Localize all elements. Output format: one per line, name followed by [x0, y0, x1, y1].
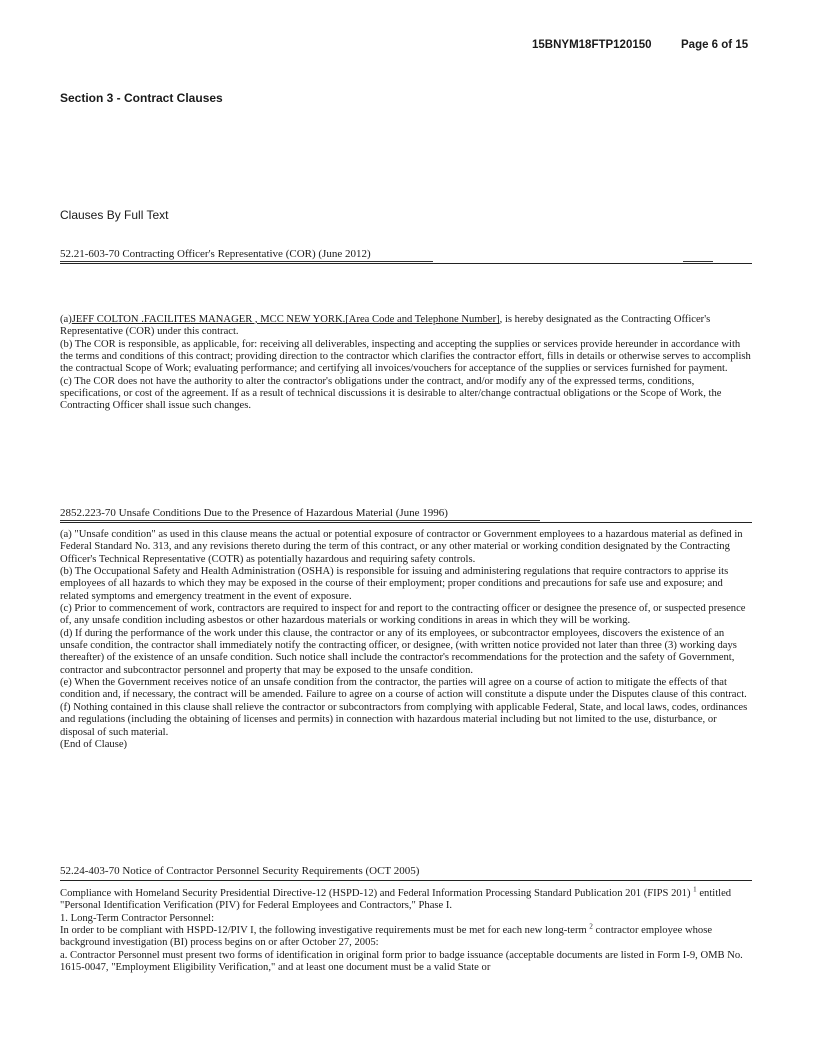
clause-heading-cor	[60, 244, 752, 264]
clause-heading-security	[60, 861, 752, 881]
clause-heading-text: 2852.223-70 Unsafe Conditions Due to the Presence of Hazardous Material (June 1996)	[60, 507, 448, 519]
paragraph-requirements: In order to be compliant with HSPD-12/PIV I, the following investigative requirements must be met for each new long-term $^2$ contractor employee whose background investigation (BI) process begins on or after October 27, 2005:	[60, 922, 713, 949]
heading-underline	[60, 261, 433, 262]
paragraph-a: (a)JEFF COLTON .FACILITES MANAGER , MCC NEW YORK.[Area Code and Telephone Number], is hereby designated as the Contracting Officer's Representative (COR) under this contract.	[60, 314, 711, 338]
heading-underline	[60, 520, 540, 521]
paragraph-b: (b) The COR is responsible, as applicable, for: receiving all deliverables, inspecting and accepting the supplies or services provide hereunder in accordance with the terms and conditions of this contract; providing direction to the contractor which clarifies the contractor effort, fills in details or otherwise serves to accomplish the contractual Scope of Work; evaluating performance; and certifying all invoices/vouchers for acceptance of the supplies or services furnished for payment.	[60, 338, 751, 375]
paragraph-e: (e) When the Government receives notice of an unsafe condition from the contractor, the parties will agree on a course of action to mitigate the effects of that condition and, if necessary, the contract will be amended. Failure to agree on a course of action will constitute a dispute under the Disputes clause of this contract.	[60, 677, 747, 701]
paragraph-intro: Compliance with Homeland Security Presidential Directive-12 (HSPD-12) and Federal Information Processing Standard Publication 201 (FIPS 201) $^1$ entitled "Personal Identification Verification (PIV) for Federal Employees and Contractors," Phase I.	[60, 885, 732, 912]
heading-underline	[683, 261, 713, 262]
paragraph-long-term-heading: 1. Long-Term Contractor Personnel:	[60, 912, 215, 924]
paragraph-b: (b) The Occupational Safety and Health Administration (OSHA) is responsible for issuing and administering regulations that require contractors to apprise its employees of all hazards to which they may be exposed in the course of their employment; proper conditions and precautions for safe use and exposure; and related symptoms and emergency treatment in the event of exposure.	[60, 566, 729, 602]
document-number: 15BNYM18FTP120150	[532, 39, 652, 51]
paragraph-c: (c) Prior to commencement of work, contractors are required to inspect for and report to the contracting officer or designee the presence of, or suspected presence of, any unsafe condition including asbestos or other hazardous materials or working conditions in areas in which they will be working.	[60, 603, 746, 627]
page-number: Page 6 of 15	[681, 39, 749, 51]
clauses-heading: Clauses By Full Text	[60, 208, 169, 222]
clause-heading-text: 52.24-403-70 Notice of Contractor Personnel Security Requirements (OCT 2005)	[60, 865, 420, 877]
paragraph-c: (c) The COR does not have the authority to alter the contractor's obligations under the contract, and/or modify any of the expressed terms, conditions, specifications, or cost of the agreement. If as a result of technical discussions it is desirable to alter/change contractual obligations or the Scope of Work, the Contracting Officer shall issue such changes.	[60, 375, 722, 412]
end-of-clause: (End of Clause)	[60, 738, 128, 750]
cor-designee: JEFF COLTON .FACILITES MANAGER , MCC NEW YORK.[Area Code and Telephone Number]	[71, 314, 500, 325]
clause-body-hazardous	[60, 529, 752, 751]
paragraph-item-a: a. Contractor Personnel must present two forms of identification in original form prior to badge issuance (acceptable documents are listed in Form I-9, OMB No. 1615-0047, "Employment Eligibility Verification," and at least one document must be a valid State or	[60, 949, 743, 974]
clause-body-security	[60, 885, 752, 974]
paragraph-f: (f) Nothing contained in this clause shall relieve the contractor or subcontractors from complying with applicable Federal, State, and local laws, codes, ordinances and regulations (including the obtaining of licenses and permits) in connection with hazardous material including but not limited to the use, disturbance, or disposal of such material.	[60, 701, 748, 738]
clause-heading-hazardous	[60, 503, 752, 523]
clause-body-cor	[60, 314, 752, 413]
clause-heading-text: 52.21-603-70 Contracting Officer's Representative (COR) (June 2012)	[60, 248, 371, 260]
section-title: Section 3 - Contract Clauses	[60, 91, 223, 105]
paragraph-d: (d) If during the performance of the work under this clause, the contractor or any of its employees, or subcontractor employees, discovers the existence of an unsafe condition, the contractor shall immediately notify the contracting officer, or designee, (with written notice provided not later than three (3) working days thereafter) of the existence of an unsafe condition. Such notice shall include the contractor's recommendations for the protection and the safety of Government, contractor and subcontractor personnel and property that may be exposed to the unsafe condition.	[60, 627, 737, 676]
paragraph-a: (a) "Unsafe condition" as used in this clause means the actual or potential exposure of contractor or Government employees to a hazardous material as defined in Federal Standard No. 313, and any revisions thereto during the term of this contract, or any other material or working condition designated by the Contracting Officer's Technical Representative (COTR) as potentially hazardous and requiring safety controls.	[60, 529, 743, 565]
